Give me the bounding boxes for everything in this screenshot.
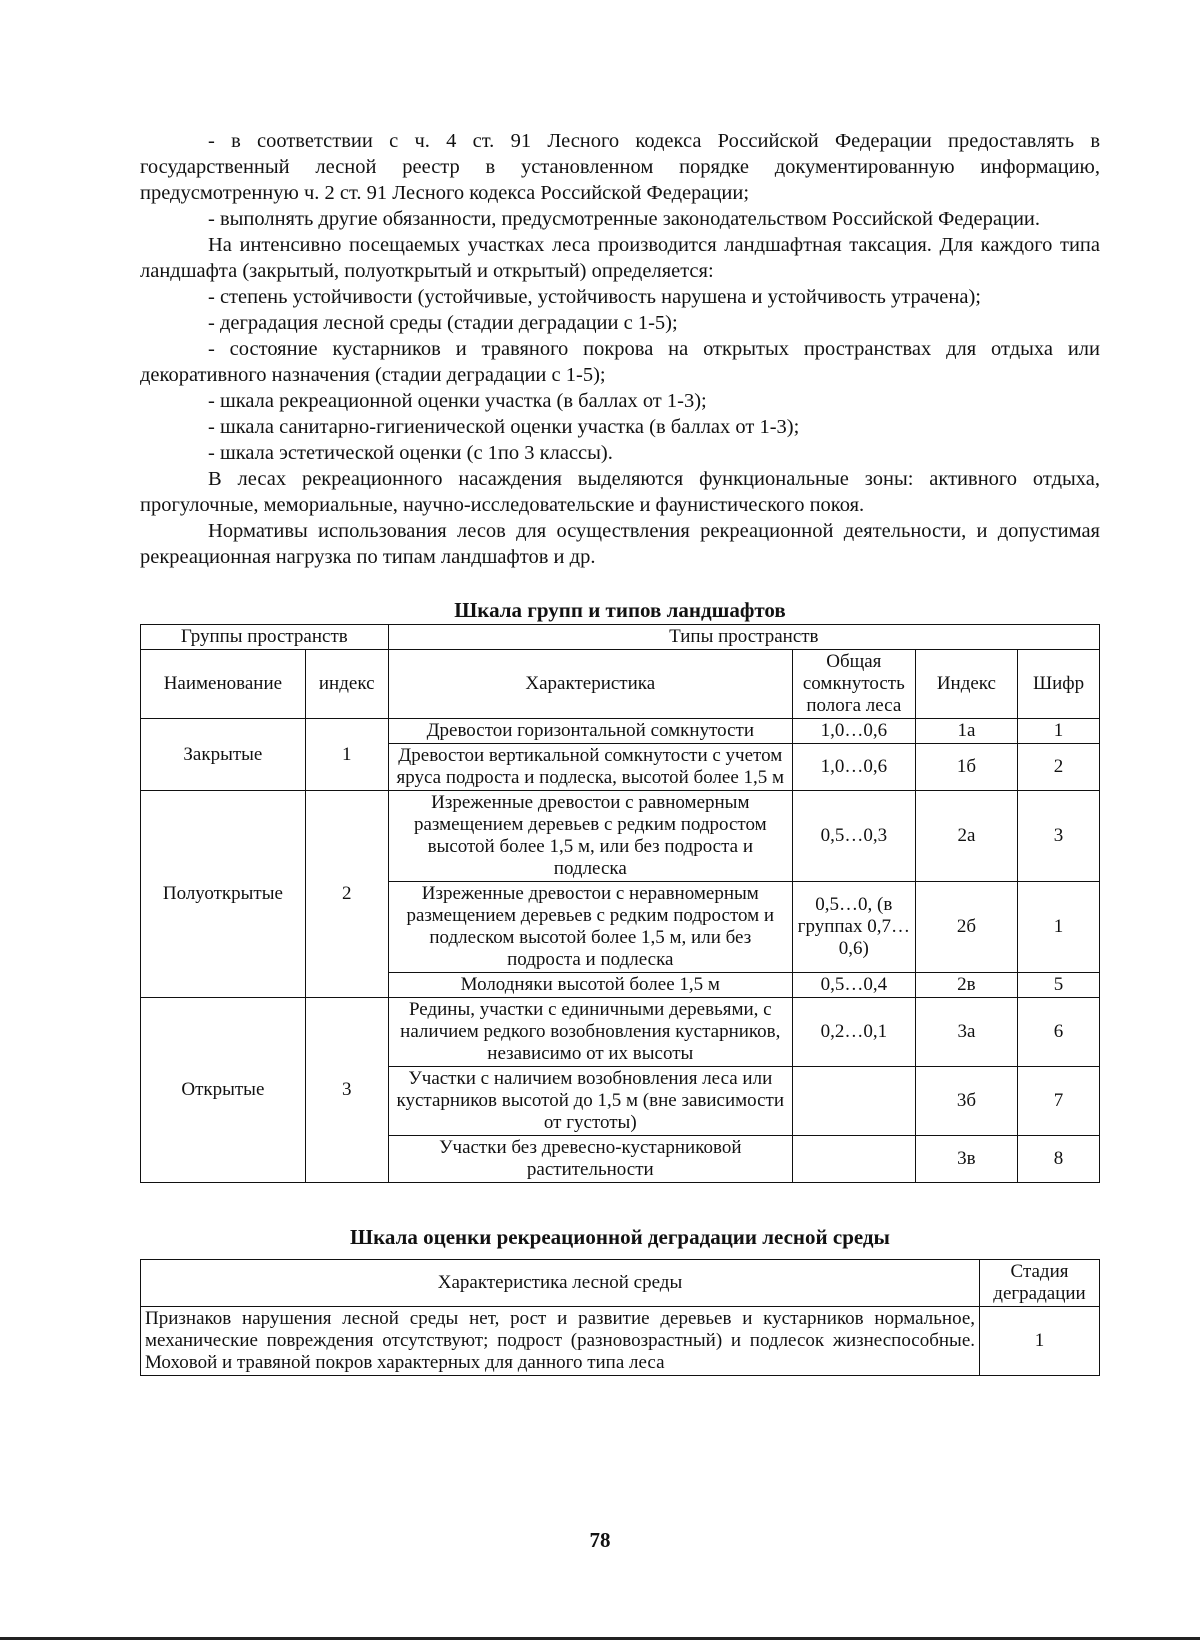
table-header-row bbox=[141, 625, 1100, 650]
header-cell: Характеристика bbox=[388, 650, 792, 719]
group-name: Закрытые bbox=[141, 719, 306, 791]
group-name: Полуоткрытые bbox=[141, 791, 306, 998]
type-code: 7 bbox=[1018, 1067, 1100, 1136]
paragraph: Нормативы использования лесов для осуществления рекреационной деятельности, и допустимая рекреационная нагрузка по типам ландшафтов и др. bbox=[140, 520, 1100, 568]
degradation-characteristic: Признаков нарушения лесной среды нет, рост и развитие деревьев и кустарников нормальное, механические повреждения отсутствуют; подрост (разновозрастный) и подлесок жизнеспособные. Моховой и травяной покров характерных для данного типа леса bbox=[141, 1307, 980, 1376]
type-code: 1 bbox=[1018, 882, 1100, 973]
header-cell: Группы пространств bbox=[141, 625, 389, 650]
page-number: 78 bbox=[589, 1528, 611, 1552]
degradation-table bbox=[140, 1259, 1100, 1376]
type-code: 2 bbox=[1018, 744, 1100, 791]
table-row bbox=[141, 791, 1100, 882]
landscape-types-table bbox=[140, 624, 1100, 1183]
list-item: - шкала эстетической оценки (с 1по 3 классы). bbox=[208, 442, 613, 464]
type-density: 1,0…0,6 bbox=[792, 744, 915, 791]
type-code: 5 bbox=[1018, 973, 1100, 998]
type-density: 1,0…0,6 bbox=[792, 719, 915, 744]
type-characteristic: Изреженные древостои с равномерным размещением деревьев с редким подростом высотой более 1,5 м, или без подроста и подлеска bbox=[388, 791, 792, 882]
list-item: - шкала рекреационной оценки участка (в баллах от 1-3); bbox=[208, 390, 707, 412]
type-index: 2б bbox=[915, 882, 1017, 973]
header-cell: Индекс bbox=[915, 650, 1017, 719]
header-cell: Шифр bbox=[1018, 650, 1100, 719]
header-cell: индекс bbox=[305, 650, 388, 719]
type-index: 2в bbox=[915, 973, 1017, 998]
list-item: - степень устойчивости (устойчивые, устойчивость нарушена и устойчивость утрачена); bbox=[208, 286, 981, 308]
type-index: 3в bbox=[915, 1136, 1017, 1183]
paragraph: - выполнять другие обязанности, предусмотренные законодательством Российской Федерации. bbox=[208, 208, 1041, 230]
page-content bbox=[140, 128, 1100, 1376]
group-name: Открытые bbox=[141, 998, 306, 1183]
paragraph: - в соответствии с ч. 4 ст. 91 Лесного кодекса Российской Федерации предоставлять в государственный лесной реестр в установленном порядке документированную информацию, предусмотренную ч. 2 ст. 91 Лесного кодекса Российской Федерации; bbox=[140, 130, 1100, 204]
type-index: 1а bbox=[915, 719, 1017, 744]
type-density: 0,2…0,1 bbox=[792, 998, 915, 1067]
type-code: 8 bbox=[1018, 1136, 1100, 1183]
table-header-row bbox=[141, 1260, 1100, 1307]
table-row bbox=[141, 998, 1100, 1067]
type-code: 6 bbox=[1018, 998, 1100, 1067]
type-index: 3а bbox=[915, 998, 1017, 1067]
header-cell: Общая сомкнутость полога леса bbox=[792, 650, 915, 719]
type-characteristic: Изреженные древостои с неравномерным размещением деревьев с редким подростом и подлеском высотой более 1,5 м, или без подроста и подлеска bbox=[388, 882, 792, 973]
header-cell: Наименование bbox=[141, 650, 306, 719]
table2-caption: Шкала оценки рекреационной деградации лесной среды bbox=[350, 1225, 890, 1249]
list-item: - состояние кустарников и травяного покрова на открытых пространствах для отдыха или декоративного назначения (стадии деградации с 1-5); bbox=[140, 338, 1100, 386]
paragraph: На интенсивно посещаемых участках леса производится ландшафтная таксация. Для каждого типа ландшафта (закрытый, полуоткрытый и открытый) определяется: bbox=[140, 234, 1100, 282]
type-code: 1 bbox=[1018, 719, 1100, 744]
type-density bbox=[792, 1136, 915, 1183]
type-index: 1б bbox=[915, 744, 1017, 791]
type-density: 0,5…0, (в группах 0,7…0,6) bbox=[792, 882, 915, 973]
table-row bbox=[141, 1307, 1100, 1376]
type-code: 3 bbox=[1018, 791, 1100, 882]
type-index: 2а bbox=[915, 791, 1017, 882]
paragraph: В лесах рекреационного насаждения выделяются функциональные зоны: активного отдыха, прогулочные, мемориальные, научно-исследовательские и фаунистического покоя. bbox=[140, 468, 1100, 516]
type-density: 0,5…0,4 bbox=[792, 973, 915, 998]
type-density: 0,5…0,3 bbox=[792, 791, 915, 882]
type-characteristic: Редины, участки с единичными деревьями, с наличием редкого возобновления кустарников, независимо от их высоты bbox=[388, 998, 792, 1067]
header-cell: Типы пространств bbox=[388, 625, 1099, 650]
table-header-row bbox=[141, 650, 1100, 719]
type-characteristic: Участки с наличием возобновления леса или кустарников высотой до 1,5 м (вне зависимости от густоты) bbox=[388, 1067, 792, 1136]
header-cell: Стадия деградации bbox=[980, 1260, 1100, 1307]
bottom-divider bbox=[0, 1637, 1200, 1640]
table1-caption: Шкала групп и типов ландшафтов bbox=[454, 598, 786, 622]
group-index: 3 bbox=[305, 998, 388, 1183]
degradation-stage: 1 bbox=[980, 1307, 1100, 1376]
header-cell: Характеристика лесной среды bbox=[141, 1260, 980, 1307]
type-characteristic: Молодняки высотой более 1,5 м bbox=[388, 973, 792, 998]
table-row bbox=[141, 719, 1100, 744]
group-index: 2 bbox=[305, 791, 388, 998]
type-characteristic: Участки без древесно-кустарниковой растительности bbox=[388, 1136, 792, 1183]
type-density bbox=[792, 1067, 915, 1136]
list-item: - деградация лесной среды (стадии деградации с 1-5); bbox=[208, 312, 678, 334]
type-characteristic: Древостои горизонтальной сомкнутости bbox=[388, 719, 792, 744]
list-item: - шкала санитарно-гигиенической оценки участка (в баллах от 1-3); bbox=[208, 416, 800, 438]
type-index: 3б bbox=[915, 1067, 1017, 1136]
type-characteristic: Древостои вертикальной сомкнутости с учетом яруса подроста и подлеска, высотой более 1,5 м bbox=[388, 744, 792, 791]
group-index: 1 bbox=[305, 719, 388, 791]
